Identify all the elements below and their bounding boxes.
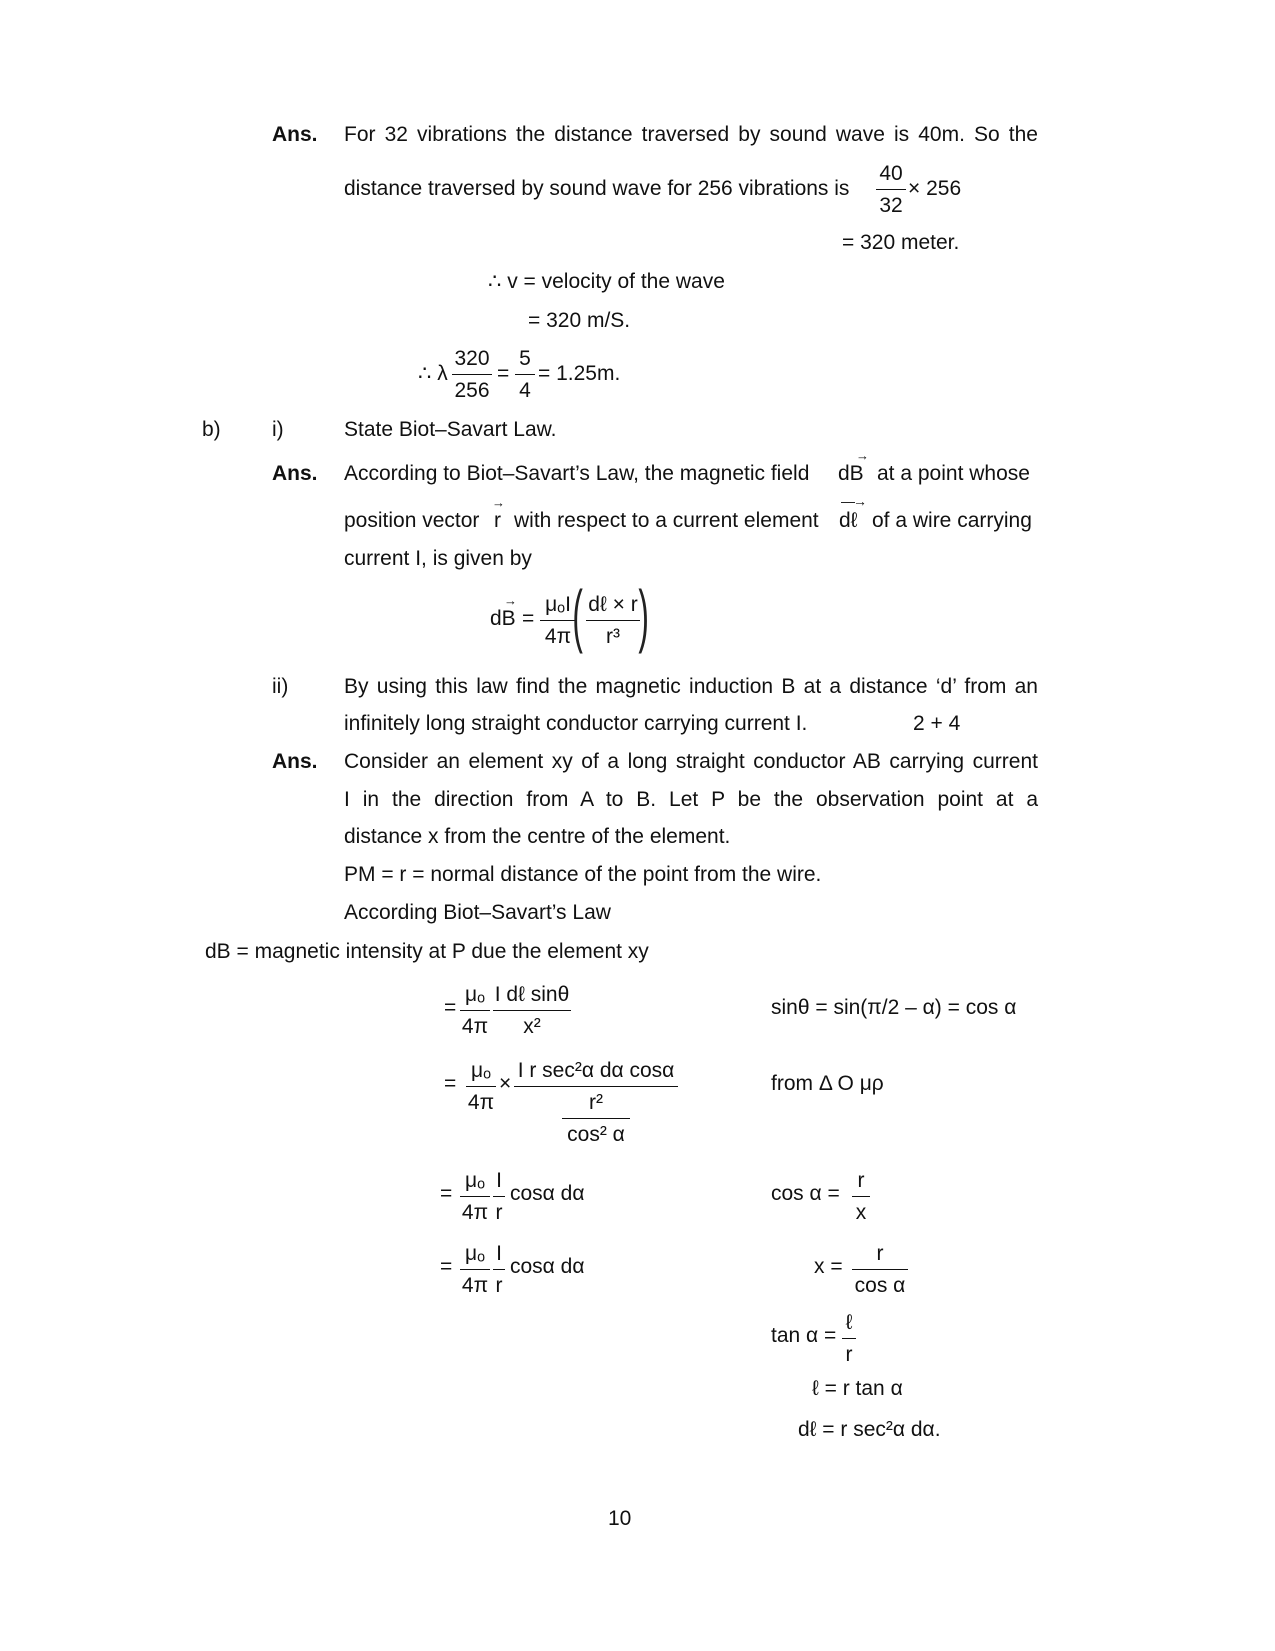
answer-a-line-1: For 32 vibrations the distance traversed by sound wave is 40m. So the [344,123,1038,146]
marks: 2 + 4 [913,712,961,735]
step1-mu-over-4pi: μₒ 4π [461,983,489,1038]
times-256: × 256 [908,177,962,200]
answer-label-b-ii: Ans. [272,750,318,773]
lambda-result: = 1.25m. [538,362,621,385]
step3-side-fraction: r x [852,1170,870,1223]
sub-ii-label: ii) [272,675,289,698]
dl-vector: dℓ [839,509,858,532]
step2-fraction: I r sec²α dα cosα $\frac{\text{r²}}{\text{cos² α}}$ [514,1060,678,1145]
answer-b-ii-line-2: I in the direction from A to B. Let P be the observation point at a [344,788,1038,811]
r-vector: r [494,509,501,532]
step4-mu-over-4pi: μₒ 4π [461,1242,489,1297]
velocity-value: = 320 m/S. [528,309,631,332]
part-b-label: b) [202,418,221,441]
vector-arrow-icon: → [504,593,517,608]
step2-equals: = [444,1072,457,1095]
answer-b-line-2b: with respect to a current element [514,509,819,532]
l-equation: ℓ = r tan α [812,1377,903,1400]
answer-b-line-3: current I, is given by [344,547,532,570]
step4-I-over-r: I r [493,1243,505,1296]
equals-sign: = [497,362,510,385]
result-320-meter: = 320 meter. [842,231,960,254]
answer-b-line-1a: According to Biot–Savart’s Law, the magnetic field [344,462,810,485]
answer-b-line-2c: of a wire carrying [872,509,1032,532]
answer-b-line-2a: position vector [344,509,480,532]
answer-b-ii-line-4: PM = r = normal distance of the point from the wire. [344,863,822,886]
answer-b-line-1b: at a point whose [877,462,1030,485]
step2-times: × [499,1072,512,1095]
step3-side-lhs: cos α = [771,1182,840,1205]
question-ii-line-2: infinitely long straight conductor carrying current I. [344,712,808,735]
answer-label-a: Ans. [272,123,318,146]
step2-mu-over-4pi: μₒ 4π [467,1059,495,1114]
question-i: State Biot–Savart Law. [344,418,557,441]
fraction-40-over-32: 40 32 [876,163,906,216]
step3-equals: = [440,1182,453,1205]
step4-side-fraction: r cos α [852,1243,908,1296]
vector-arrow-icon: → [856,448,869,463]
step3-rest: cosα dα [510,1182,585,1205]
right-paren: ) [638,576,649,654]
step2-side-note: from Δ O μρ [771,1072,884,1095]
step4-side-lhs: x = [814,1255,843,1278]
question-ii-line-1: By using this law find the magnetic induction B at a distance ‘d’ from an [344,675,1038,698]
sub-i-label: i) [272,418,284,441]
answer-b-ii-line-5: According Biot–Savart’s Law [344,901,611,924]
velocity-line: ∴ v = velocity of the wave [488,270,725,293]
vector-arrow-icon: —→ [841,493,865,509]
formula-inner-fraction: dℓ × r r³ [586,594,640,647]
step4-equals: = [440,1255,453,1278]
fraction-5-over-4: 5 4 [515,348,535,401]
formula-equals: = [522,607,535,630]
fraction-320-over-256: 320 256 [452,348,492,401]
step4-rest: cosα dα [510,1255,585,1278]
tan-lhs: tan α = [771,1324,837,1347]
tan-fraction: ℓ r [842,1312,856,1365]
answer-b-ii-line-3: distance x from the centre of the element. [344,825,731,848]
step1-equals: = [444,996,457,1019]
answer-b-ii-line-6: dB = magnetic intensity at P due the element xy [205,940,649,963]
step3-mu-over-4pi: μₒ 4π [461,1169,489,1224]
left-paren: ( [572,576,583,654]
step1-side-note: sinθ = sin(π/2 – α) = cos α [771,996,1017,1019]
step1-fraction: I dℓ sinθ x² [494,983,570,1038]
page-number: 10 [608,1507,632,1530]
answer-b-ii-line-1: Consider an element xy of a long straight conductor AB carrying current [344,750,1038,773]
answer-a-line-2: distance traversed by sound wave for 256 vibrations is [344,177,850,200]
formula-coefficient: μₒI 4π [540,594,576,647]
db-vector: dB [838,462,864,485]
dl-equation: dℓ = r sec²α dα. [798,1418,941,1441]
answer-label-b-i: Ans. [272,462,318,485]
vector-arrow-icon: → [492,495,505,510]
formula-lhs-db: dB [490,607,516,630]
lambda-prefix: ∴ λ [418,362,448,385]
step3-I-over-r: I r [493,1170,505,1223]
